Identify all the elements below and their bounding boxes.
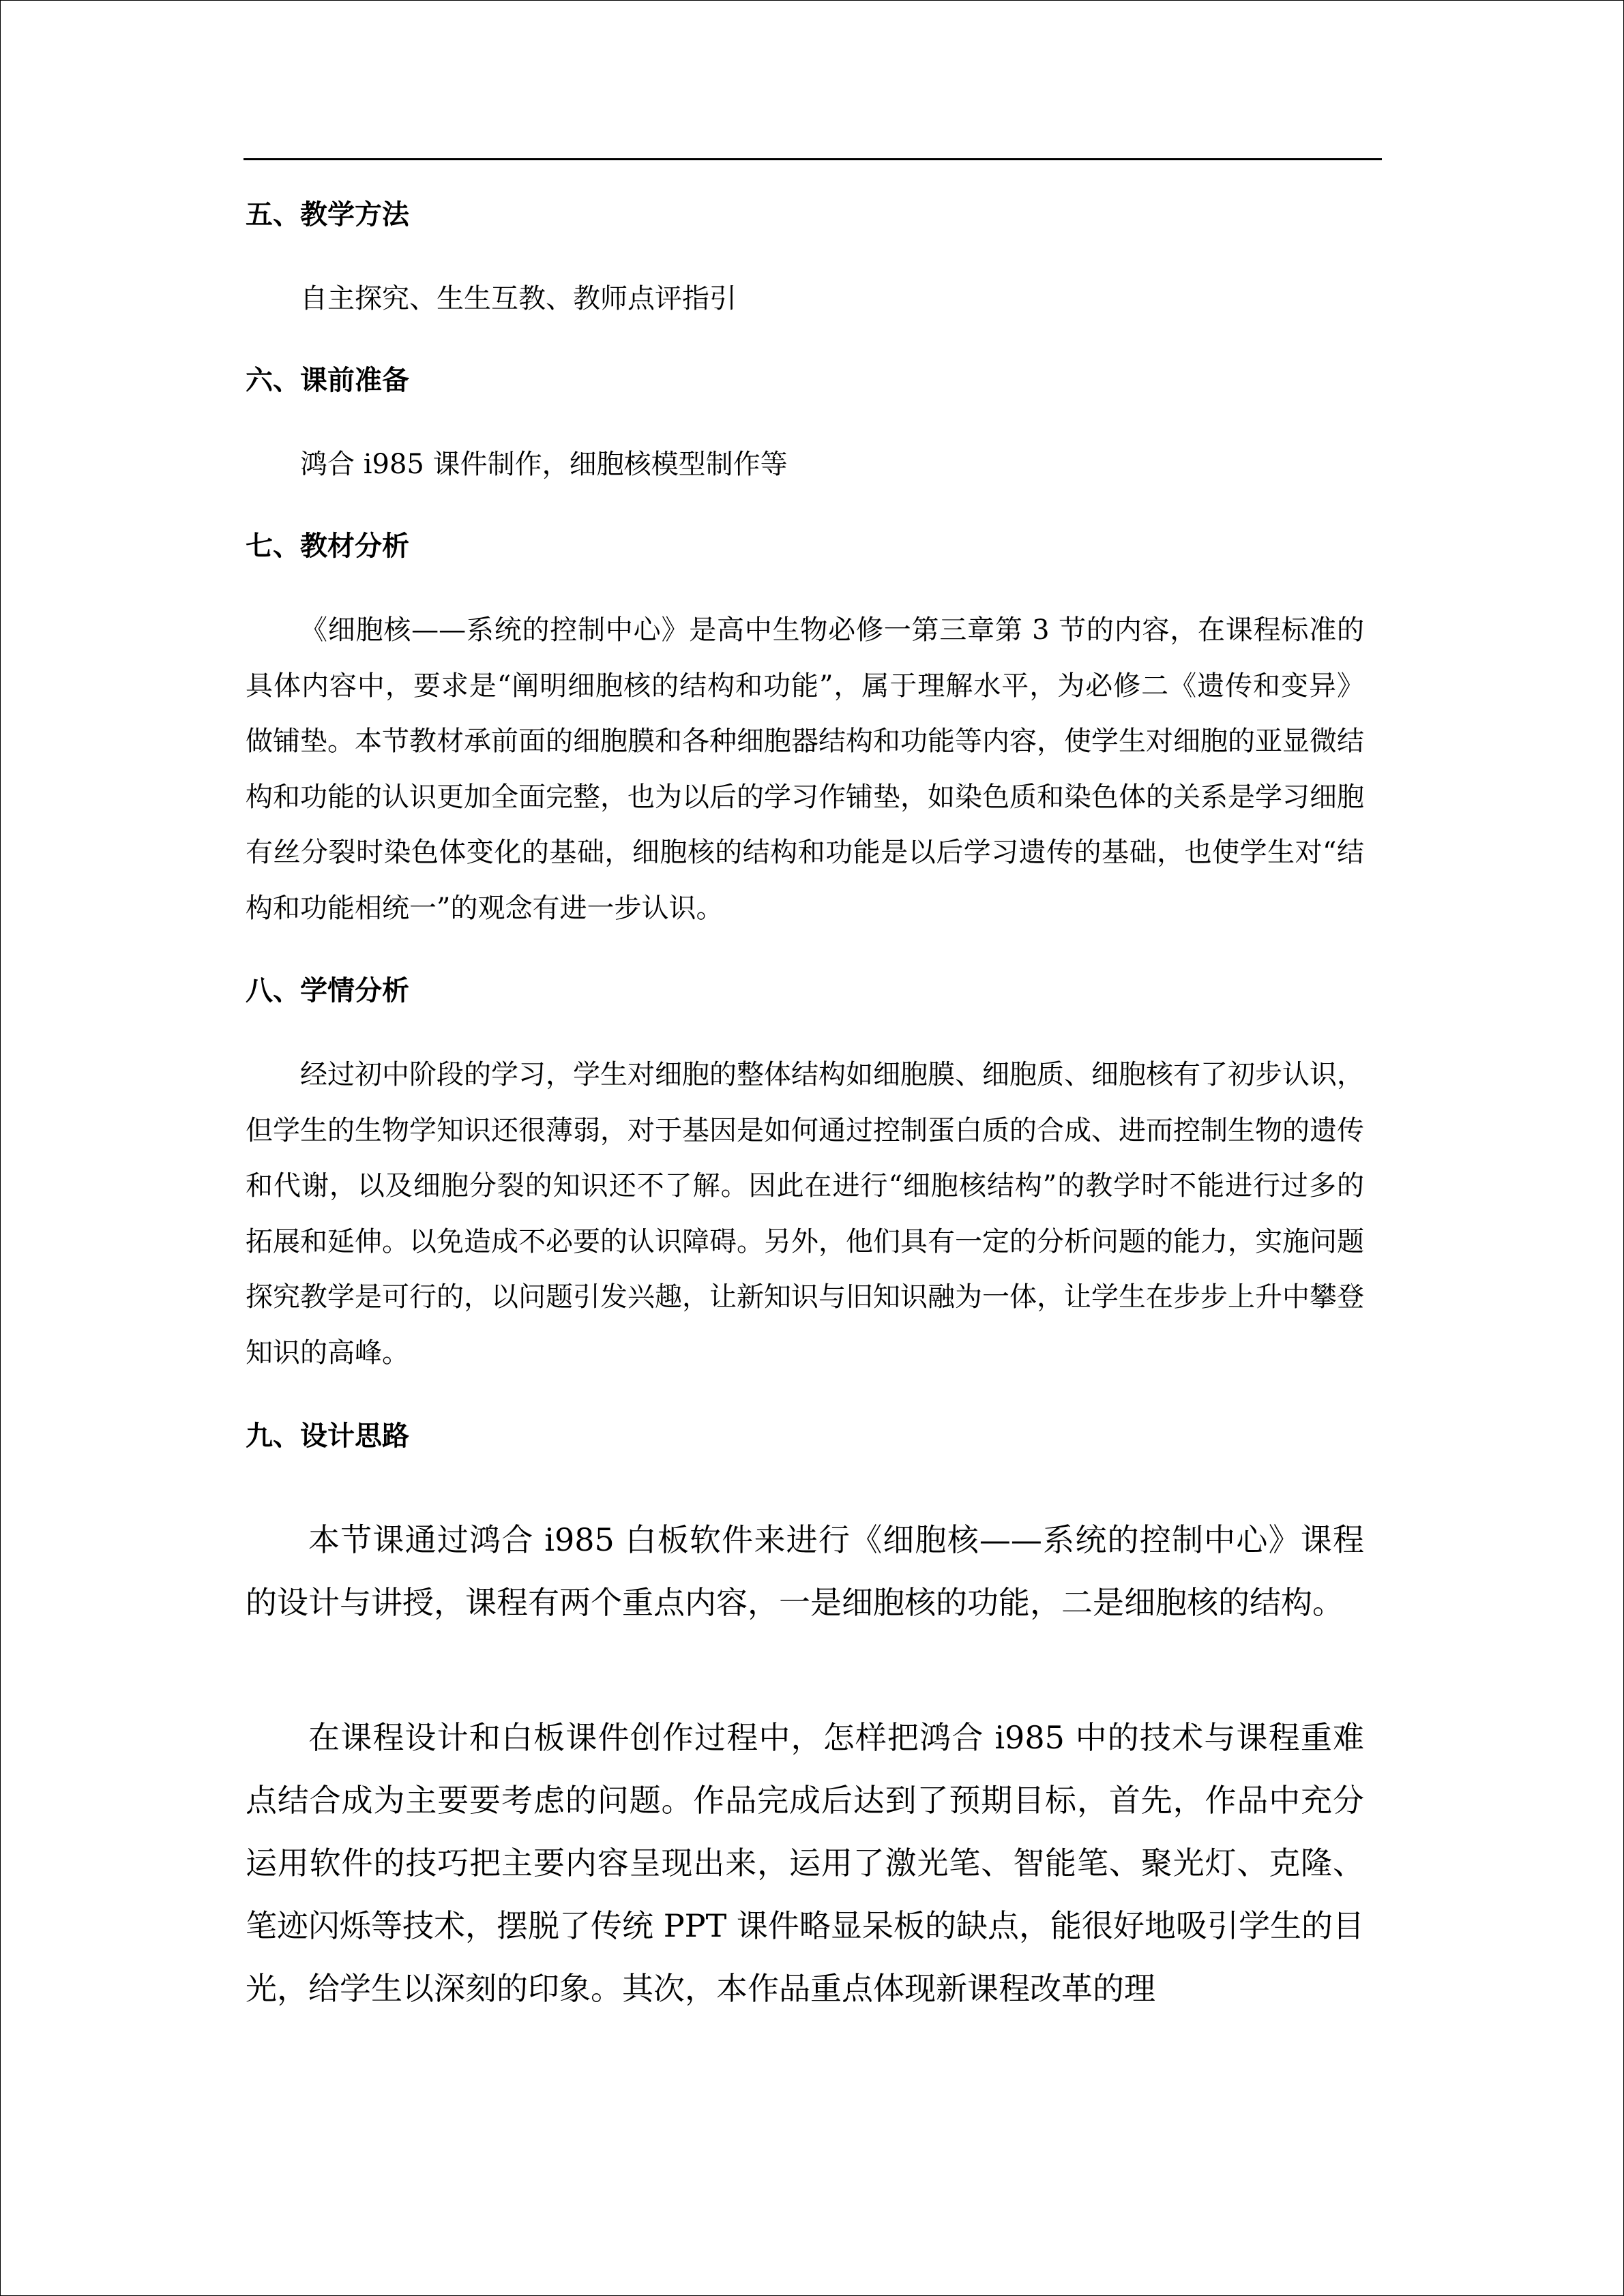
- section-heading-teaching-methods: 五、教学方法: [246, 199, 409, 230]
- paragraph-design-ideas-2: 在课程设计和白板课件创作过程中，怎样把鸿合 i985 中的技术与课程重难点结合成为主要要考虑的问题。作品完成后达到了预期目标，首先，作品中充分运用软件的技巧把主要内容呈现出来，运用了激光笔、智能笔、聚光灯、克隆、笔迹闪烁等技术，摆脱了传统 PPT 课件略显呆板的缺点，能很好地吸引学生的目光，给学生以深刻的印象。其次，本作品重点体现新课程改革的理: [246, 1719, 1364, 2007]
- paragraph-textbook-analysis: 《细胞核——系统的控制中心》是高中生物必修一第三章第 3 节的内容，在课程标准的具体内容中，要求是“阐明细胞核的结构和功能”，属于理解水平，为必修二《遗传和变异》做铺垫。本节教材承前面的细胞膜和各种细胞器结构和功能等内容，使学生对细胞的亚显微结构和功能的认识更加全面完整，也为以后的学习作铺垫，如染色质和染色体的关系是学习细胞有丝分裂时染色体变化的基础，细胞核的结构和功能是以后学习遗传的基础，也使学生对“结构和功能相统一”的观念有进一步认识。: [246, 614, 1364, 924]
- paragraph-design-ideas-1: 本节课通过鸿合 i985 白板软件来进行《细胞核——系统的控制中心》课程的设计与讲授，课程有两个重点内容，一是细胞核的功能，二是细胞核的结构。: [246, 1521, 1364, 1621]
- header-rule: [243, 158, 1382, 160]
- section-heading-student-analysis: 八、学情分析: [246, 975, 409, 1007]
- paragraph-teaching-methods: 自主探究、生生互教、教师点评指引: [300, 283, 737, 314]
- section-heading-preparation: 六、课前准备: [246, 365, 409, 396]
- paragraph-student-analysis: 经过初中阶段的学习，学生对细胞的整体结构如细胞膜、细胞质、细胞核有了初步认识，但学生的生物学知识还很薄弱，对于基因是如何通过控制蛋白质的合成、进而控制生物的遗传和代谢，以及细胞分裂的知识还不了解。因此在进行“细胞核结构”的教学时不能进行过多的拓展和延伸。以免造成不必要的认识障碍。另外，他们具有一定的分析问题的能力，实施问题探究教学是可行的，以问题引发兴趣，让新知识与旧知识融为一体，让学生在步步上升中攀登知识的高峰。: [246, 1059, 1364, 1369]
- section-heading-design-ideas: 九、设计思路: [246, 1420, 409, 1452]
- section-heading-textbook-analysis: 七、教材分析: [246, 531, 409, 562]
- paragraph-preparation: 鸿合 i985 课件制作，细胞核模型制作等: [300, 449, 788, 480]
